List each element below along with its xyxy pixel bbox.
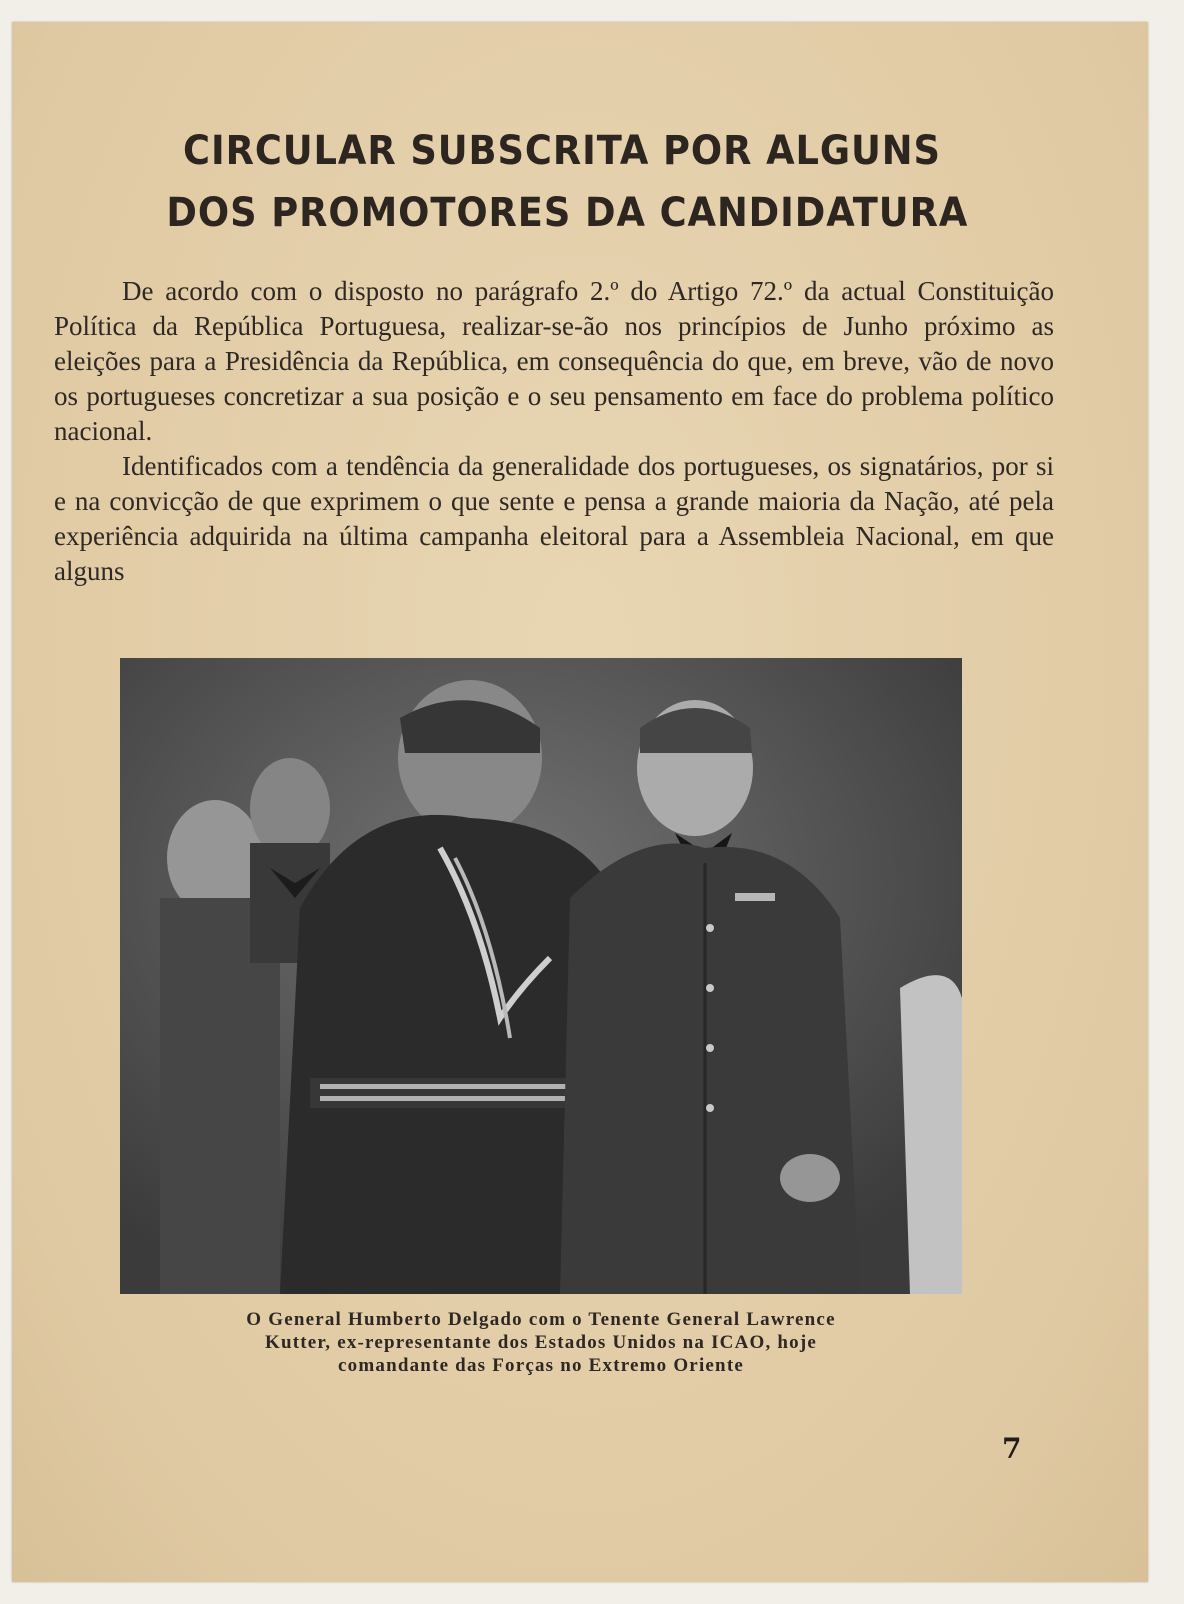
page-number: 7 (1002, 1432, 1022, 1465)
photo-illustration (120, 658, 962, 1294)
paragraph-1: De acordo com o disposto no parágrafo 2.º do Artigo 72.º da actual Constituição Política da República Portuguesa, realizar-se-ão nos princípios de Junho próximo as eleições para a Presidência da República, em consequência do que, em breve, vão de novo os portugueses concretizar a sua posição e o seu pensamento em face do problema político nacional. (54, 276, 1054, 446)
title-line-1: CIRCULAR SUBSCRITA POR ALGUNS (183, 128, 941, 174)
caption-line-3: comandante das Forças no Extremo Oriente (338, 1355, 744, 1376)
caption-line-2: Kutter, ex-representante dos Estados Unidos na ICAO, hoje (264, 1332, 818, 1353)
title-line-2: DOS PROMOTORES DA CANDIDATURA (166, 190, 969, 236)
paragraph-2: Identificados com a tendência da generalidade dos portugueses, os signatários, por si e na convicção de que exprimem o que sente e pensa a grande maioria da Nação, até pela experiência adquirida na última campanha eleitoral para a Assembleia Nacional, em que alguns (54, 451, 1054, 586)
photo-caption (120, 1308, 962, 1377)
photograph (120, 658, 962, 1294)
body-text (54, 274, 1054, 589)
document-page (12, 22, 1148, 1582)
caption-line-1: O General Humberto Delgado com o Tenente General Lawrence (246, 1309, 836, 1330)
page-title (166, 120, 969, 244)
